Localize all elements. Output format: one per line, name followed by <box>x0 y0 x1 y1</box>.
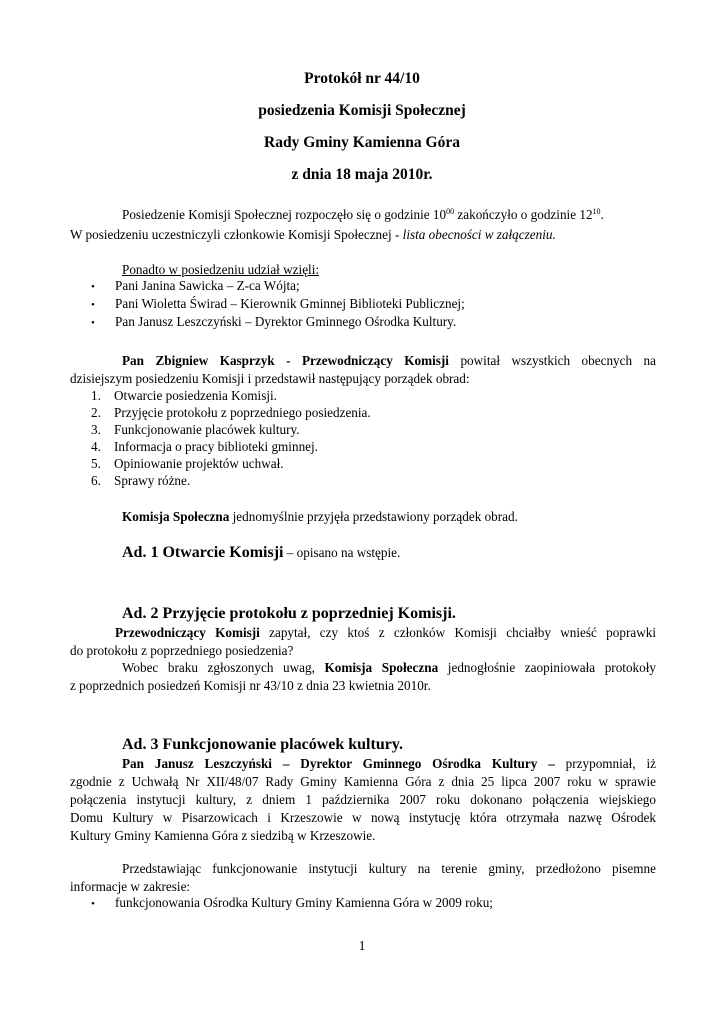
ad3-bullet-item: funkcjonowania Ośrodka Kultury Gminy Kamienna Góra w 2009 roku; <box>115 895 493 910</box>
agenda-number: 1. <box>91 388 101 403</box>
protocol-subtitle-session: posiedzenia Komisji Społecznej <box>258 102 466 119</box>
agenda-acceptance: Komisja Społeczna jednomyślnie przyjęła przedstawiony porządek obrad. <box>122 509 518 524</box>
ad2-paragraph-2-line-1: Wobec braku zgłoszonych uwag, Komisja Społeczna jednogłośnie zaopiniowała protokoły <box>122 660 656 675</box>
agenda-number: 4. <box>91 439 101 454</box>
agenda-item: Otwarcie posiedzenia Komisji. <box>114 388 277 403</box>
ad3-paragraph-1-line-5: Kultury Gminy Kamienna Góra z siedzibą w Krzeszowie. <box>70 828 376 843</box>
chair-paragraph-line-2: dzisiejszym posiedzeniu Komisji i przedstawił następujący porządek obrad: <box>70 371 470 386</box>
chair-paragraph-line-1: Pan Zbigniew Kasprzyk - Przewodniczący Komisji powitał wszystkich obecnych na <box>122 353 656 368</box>
agenda-number: 2. <box>91 405 101 420</box>
ad3-paragraph-1-line-1: Pan Janusz Leszczyński – Dyrektor Gminnego Ośrodka Kultury – przypomniał, iż <box>122 756 657 771</box>
section-ad1: Ad. 1 Otwarcie Komisji – opisano na wstępie. <box>122 544 401 561</box>
ad2-paragraph-1-line-2: do protokołu z poprzedniego posiedzenia? <box>70 643 294 658</box>
bullet-icon: • <box>91 898 95 910</box>
agenda-number: 3. <box>91 422 101 437</box>
protocol-date: z dnia 18 maja 2010r. <box>291 166 433 183</box>
agenda-number: 5. <box>91 456 101 471</box>
intro-line-2: W posiedzeniu uczestniczyli członkowie Komisji Społecznej - lista obecności w załączeniu. <box>70 227 556 242</box>
agenda-item: Przyjęcie protokołu z poprzedniego posiedzenia. <box>114 405 371 420</box>
section-ad3-title: Ad. 3 Funkcjonowanie placówek kultury. <box>122 736 403 753</box>
intro-line-1: Posiedzenie Komisji Społecznej rozpoczęło się o godzinie $10^{00}$ zakończyło o godzinie $12^{10}$. <box>122 207 604 222</box>
agenda-item: Funkcjonowanie placówek kultury. <box>114 422 300 437</box>
guest-item: Pani Wioletta Świrad – Kierownik Gminnej Biblioteki Publicznej; <box>115 296 465 311</box>
ad3-paragraph-1-line-4: Domu Kultury w Pisarzowicach i Krzeszowie w nową instytucję która otrzymała nazwę Ośrodek <box>70 810 656 825</box>
guest-item: Pani Janina Sawicka – Z-ca Wójta; <box>115 278 300 293</box>
bullet-icon: • <box>91 299 95 311</box>
ad2-paragraph-2-line-2: z poprzednich posiedzeń Komisji nr 43/10 z dnia 23 kwietnia 2010r. <box>70 678 431 693</box>
bullet-icon: • <box>91 281 95 293</box>
protocol-subtitle-council: Rady Gminy Kamienna Góra <box>264 134 460 151</box>
guests-heading: Ponadto w posiedzeniu udział wzięli: <box>122 262 320 277</box>
page-number: 1 <box>358 938 366 953</box>
ad3-paragraph-1-line-3: połączenia instytucji kultury, z dniem 1 października 2007 roku dokonano połączenia wiejskiego <box>70 792 656 807</box>
bullet-icon: • <box>91 317 95 329</box>
section-ad2-title: Ad. 2 Przyjęcie protokołu z poprzedniej Komisji. <box>122 605 456 622</box>
agenda-item: Opiniowanie projektów uchwał. <box>114 456 284 471</box>
protocol-title: Protokół nr 44/10 <box>304 70 420 87</box>
agenda-item: Informacja o pracy biblioteki gminnej. <box>114 439 318 454</box>
agenda-number: 6. <box>91 473 101 488</box>
ad3-paragraph-2-line-2: informacje w zakresie: <box>70 879 191 894</box>
ad3-paragraph-2-line-1: Przedstawiając funkcjonowanie instytucji kultury na terenie gminy, przedłożono pisemne <box>122 861 656 876</box>
guest-item: Pan Janusz Leszczyński – Dyrektor Gminnego Ośrodka Kultury. <box>115 314 457 329</box>
ad2-paragraph-1-line-1: Przewodniczący Komisji zapytał, czy ktoś z członków Komisji chciałby wnieść poprawki <box>115 625 656 640</box>
agenda-item: Sprawy różne. <box>114 473 191 488</box>
ad3-paragraph-1-line-2: zgodnie z Uchwałą Nr XII/48/07 Rady Gminy Kamienna Góra z dnia 25 lipca 2007 roku w sprawie <box>70 774 656 789</box>
